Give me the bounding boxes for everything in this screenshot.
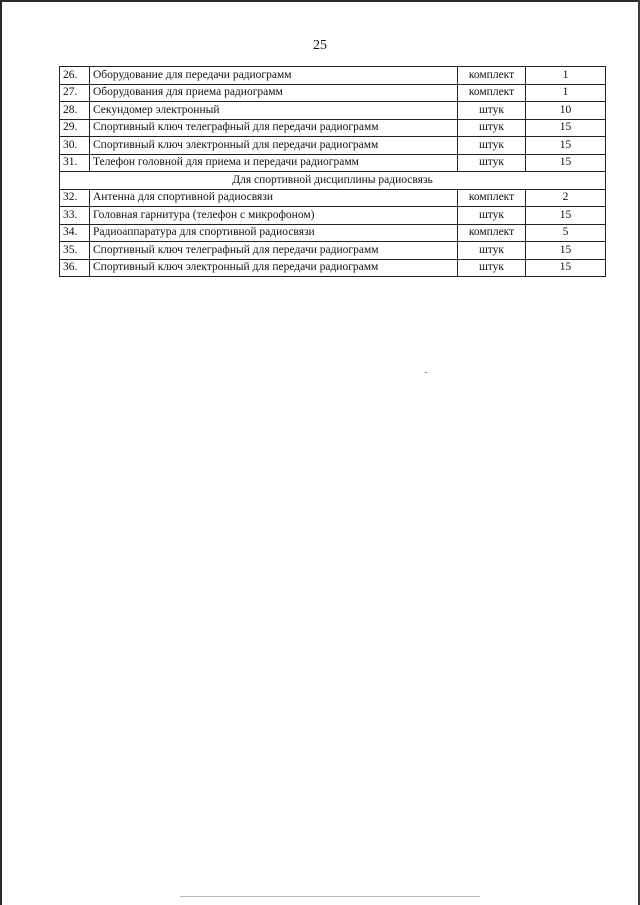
table-row (60, 242, 606, 260)
item-unit: штук (458, 154, 526, 172)
table-row (60, 259, 606, 277)
item-unit: штук (458, 102, 526, 120)
section-title: Для спортивной дисциплины радиосвязь (60, 172, 606, 190)
item-unit: комплект (458, 84, 526, 102)
item-quantity: 2 (526, 189, 606, 207)
row-number: 32. (60, 189, 90, 207)
row-number: 30. (60, 137, 90, 155)
row-number: 27. (60, 84, 90, 102)
item-unit: комплект (458, 67, 526, 85)
item-name: Телефон головной для приема и передачи радиограмм (90, 154, 458, 172)
table-row (60, 224, 606, 242)
item-quantity: 15 (526, 242, 606, 260)
item-unit: штук (458, 242, 526, 260)
item-name: Спортивный ключ электронный для передачи радиограмм (90, 259, 458, 277)
row-number: 26. (60, 67, 90, 85)
table-row (60, 67, 606, 85)
item-quantity: 15 (526, 137, 606, 155)
table-row (60, 84, 606, 102)
table-row (60, 119, 606, 137)
item-name: Радиоаппаратура для спортивной радиосвязи (90, 224, 458, 242)
row-number: 31. (60, 154, 90, 172)
row-number: 35. (60, 242, 90, 260)
item-unit: комплект (458, 189, 526, 207)
item-quantity: 15 (526, 259, 606, 277)
row-number: 33. (60, 207, 90, 225)
item-unit: штук (458, 207, 526, 225)
scan-border-top (0, 0, 640, 2)
item-unit: штук (458, 259, 526, 277)
item-name: Головная гарнитура (телефон с микрофоном) (90, 207, 458, 225)
item-name: Спортивный ключ телеграфный для передачи радиограмм (90, 242, 458, 260)
item-quantity: 1 (526, 84, 606, 102)
row-number: 36. (60, 259, 90, 277)
item-unit: штук (458, 137, 526, 155)
item-quantity: 15 (526, 207, 606, 225)
item-name: Спортивный ключ телеграфный для передачи радиограмм (90, 119, 458, 137)
item-quantity: 15 (526, 154, 606, 172)
page-number: 25 (313, 38, 327, 53)
row-number: 29. (60, 119, 90, 137)
row-number: 34. (60, 224, 90, 242)
table-row (60, 189, 606, 207)
item-quantity: 5 (526, 224, 606, 242)
equipment-table (59, 66, 606, 277)
item-name: Секундомер электронный (90, 102, 458, 120)
scan-artifact-line (180, 896, 480, 897)
table-row (60, 102, 606, 120)
item-quantity: 15 (526, 119, 606, 137)
item-name: Спортивный ключ электронный для передачи радиограмм (90, 137, 458, 155)
item-name: Оборудования для приема радиограмм (90, 84, 458, 102)
item-unit: штук (458, 119, 526, 137)
row-number: 28. (60, 102, 90, 120)
table-row (60, 137, 606, 155)
scan-speck (425, 372, 427, 373)
table-row (60, 154, 606, 172)
table-row (60, 207, 606, 225)
item-quantity: 1 (526, 67, 606, 85)
item-name: Антенна для спортивной радиосвязи (90, 189, 458, 207)
item-name: Оборудование для передачи радиограмм (90, 67, 458, 85)
section-header-row (60, 172, 606, 190)
scan-border-left (0, 0, 2, 905)
item-quantity: 10 (526, 102, 606, 120)
item-unit: комплект (458, 224, 526, 242)
